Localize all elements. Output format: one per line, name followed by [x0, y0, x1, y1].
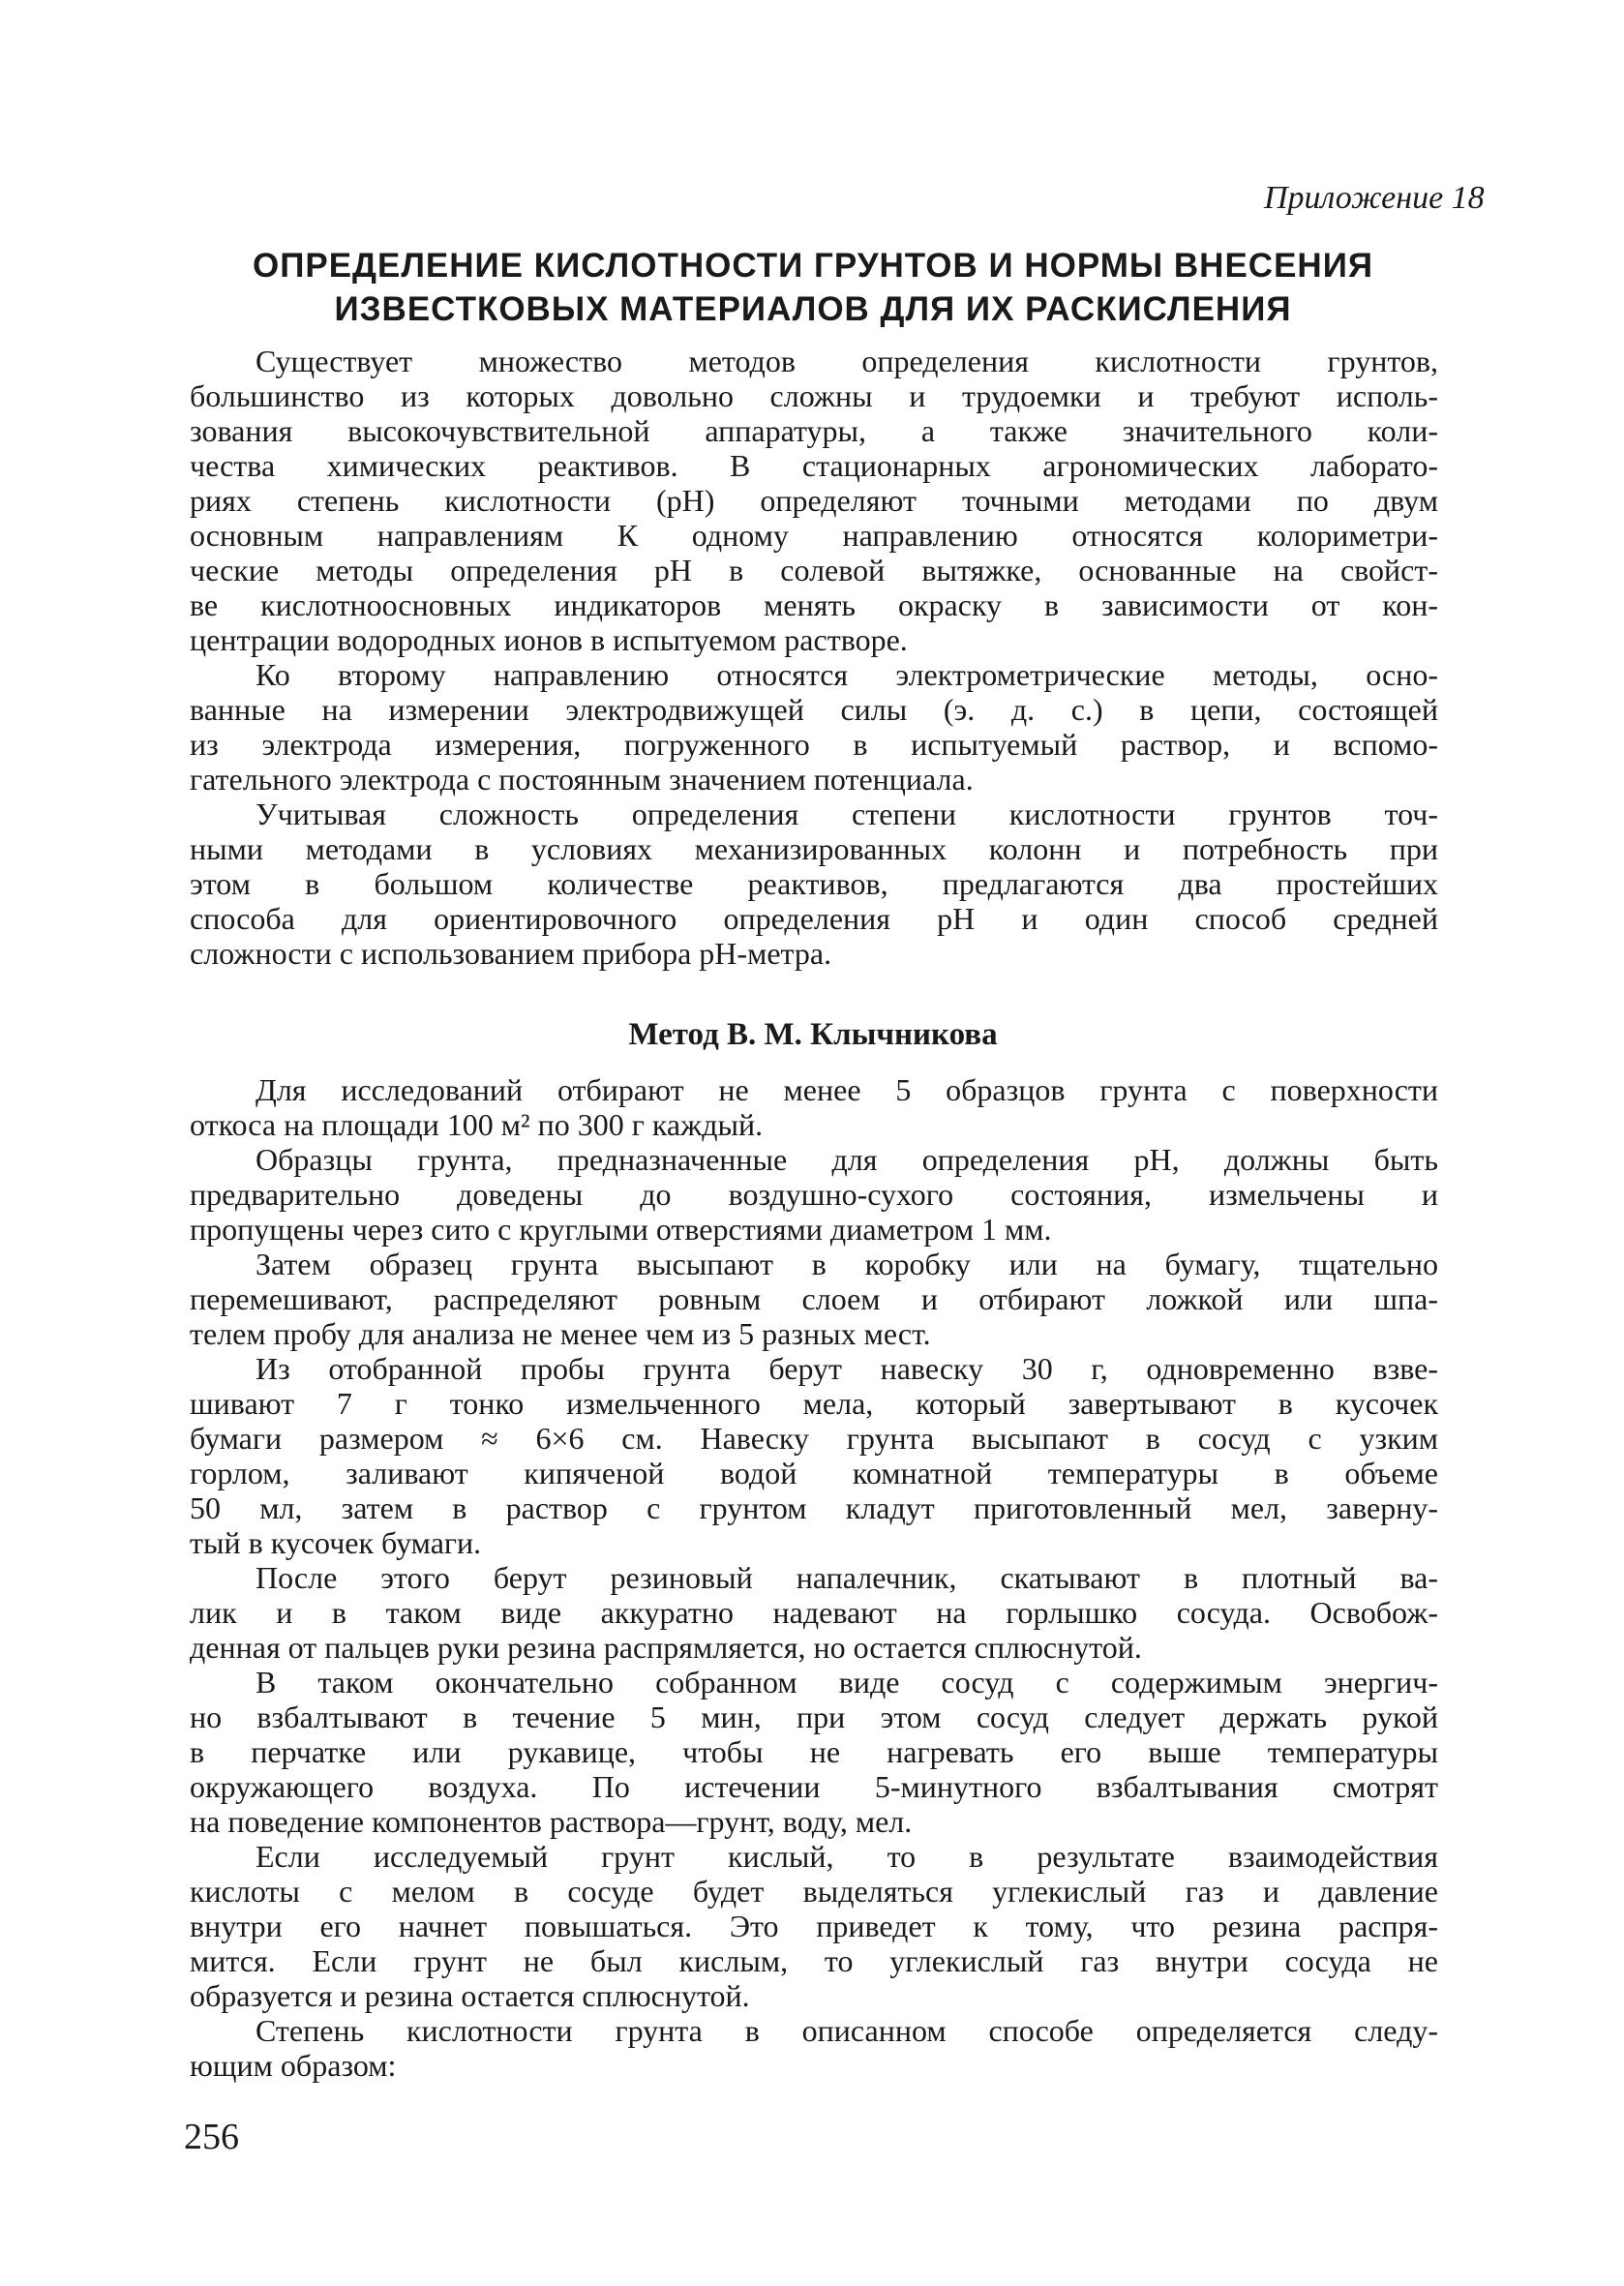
text-line: Учитывая сложность определения степени кислотности грунтов точ- [256, 797, 1438, 831]
text-line: окружающего воздуха. По истечении 5-минутного взбалтывания смотрят [190, 1769, 1438, 1804]
text-line: Степень кислотности грунта в описанном способе определяется следу- [256, 2013, 1438, 2048]
text-line: Существует множество методов определения кислотности грунтов, [256, 344, 1438, 378]
text-line: ющим образом: [190, 2048, 397, 2083]
intro-text [190, 344, 1438, 971]
title-line: ИЗВЕСТКОВЫХ МАТЕРИАЛОВ ДЛЯ ИХ РАСКИСЛЕНИЯ [334, 290, 1292, 328]
text-line: тый в кусочек бумаги. [190, 1525, 482, 1560]
text-line: шивают 7 г тонко измельченного мела, который завертывают в кусочек [190, 1386, 1438, 1421]
text-line: перемешивают, распределяют ровным слоем и отбирают ложкой или шпа- [190, 1281, 1438, 1316]
method-text [190, 1072, 1438, 2083]
text-line: откоса на площади 100 м² по 300 г каждый. [190, 1107, 764, 1142]
text-line: Ко второму направлению относятся электрометрические методы, осно- [256, 657, 1438, 692]
text-line: лик и в таком виде аккуратно надевают на горлышко сосуда. Освобож- [190, 1595, 1438, 1630]
text-line: ве кислотноосновных индикаторов менять окраску в зависимости от кон- [190, 587, 1438, 622]
text-line: из электрода измерения, погруженного в испытуемый раствор, и вспомо- [190, 727, 1438, 762]
text-line: ными методами в условиях механизированных колонн и потребность при [190, 831, 1438, 866]
text-line: этом в большом количестве реактивов, предлагаются два простейших [190, 866, 1438, 901]
text-line: Затем образец грунта высыпают в коробку или на бумагу, тщательно [256, 1247, 1438, 1281]
section-heading: Метод В. М. Клычникова [628, 1017, 998, 1052]
text-line: пропущены через сито с круглыми отверстиями диаметром 1 мм. [190, 1212, 1052, 1247]
text-line: зования высокочувствительной аппаратуры, а также значительного коли- [190, 413, 1438, 448]
text-line: бумаги размером ≈ 6×6 см. Навеску грунта высыпают в сосуд с узким [190, 1421, 1438, 1456]
text-line: горлом, заливают кипяченой водой комнатной температуры в объеме [190, 1456, 1438, 1490]
text-line: После этого берут резиновый напалечник, скатывают в плотный ва- [256, 1560, 1438, 1595]
text-line: сложности с использованием прибора pH-метра. [190, 936, 832, 971]
text-line: ческие методы определения pH в солевой вытяжке, основанные на свойст- [190, 553, 1438, 587]
appendix-label: Приложение 18 [1264, 180, 1485, 216]
text-line: Образцы грунта, предназначенные для определения pH, должны быть [256, 1142, 1438, 1177]
text-line: денная от пальцев руки резина распрямляется, но остается сплюснутой. [190, 1630, 1142, 1665]
text-line: способа для ориентировочного определения pH и один способ средней [190, 901, 1438, 936]
document-title [184, 244, 1442, 331]
text-line: внутри его начнет повышаться. Это приведет к тому, что резина распря- [190, 1909, 1438, 1943]
text-line: мится. Если грунт не был кислым, то углекислый газ внутри сосуда не [190, 1943, 1438, 1978]
page-number: 256 [184, 2117, 239, 2157]
text-line: кислоты с мелом в сосуде будет выделяться углекислый газ и давление [190, 1874, 1438, 1909]
text-line: большинство из которых довольно сложны и трудоемки и требуют исполь- [190, 378, 1438, 413]
text-line: риях степень кислотности (pH) определяют точными методами по двум [190, 483, 1438, 518]
text-line: образуется и резина остается сплюснутой. [190, 1978, 750, 2013]
text-line: центрации водородных ионов в испытуемом растворе. [190, 622, 908, 657]
title-line: ОПРЕДЕЛЕНИЕ КИСЛОТНОСТИ ГРУНТОВ И НОРМЫ ВНЕСЕНИЯ [252, 247, 1374, 285]
text-line: чества химических реактивов. В стационарных агрономических лаборато- [190, 448, 1438, 483]
text-line: основным направлениям К одному направлению относятся колориметри- [190, 518, 1438, 553]
text-line: В таком окончательно собранном виде сосуд с содержимым энергич- [256, 1665, 1438, 1699]
text-line: ванные на измерении электродвижущей силы (э. д. с.) в цепи, состоящей [190, 692, 1438, 727]
text-line: 50 мл, затем в раствор с грунтом кладут приготовленный мел, заверну- [190, 1490, 1438, 1525]
text-line: на поведение компонентов раствора—грунт, воду, мел. [190, 1804, 913, 1839]
text-line: но взбалтывают в течение 5 мин, при этом сосуд следует держать рукой [190, 1699, 1438, 1734]
text-line: телем пробу для анализа не менее чем из 5 разных мест. [190, 1316, 931, 1351]
text-line: Если исследуемый грунт кислый, то в результате взаимодействия [256, 1839, 1438, 1874]
text-line: Для исследований отбирают не менее 5 образцов грунта с поверхности [256, 1072, 1438, 1107]
text-line: предварительно доведены до воздушно-сухого состояния, измельчены и [190, 1177, 1438, 1212]
text-line: Из отобранной пробы грунта берут навеску 30 г, одновременно взве- [256, 1351, 1438, 1386]
text-line: гательного электрода с постоянным значением потенциала. [190, 762, 974, 797]
text-line: в перчатке или рукавице, чтобы не нагревать его выше температуры [190, 1734, 1438, 1769]
